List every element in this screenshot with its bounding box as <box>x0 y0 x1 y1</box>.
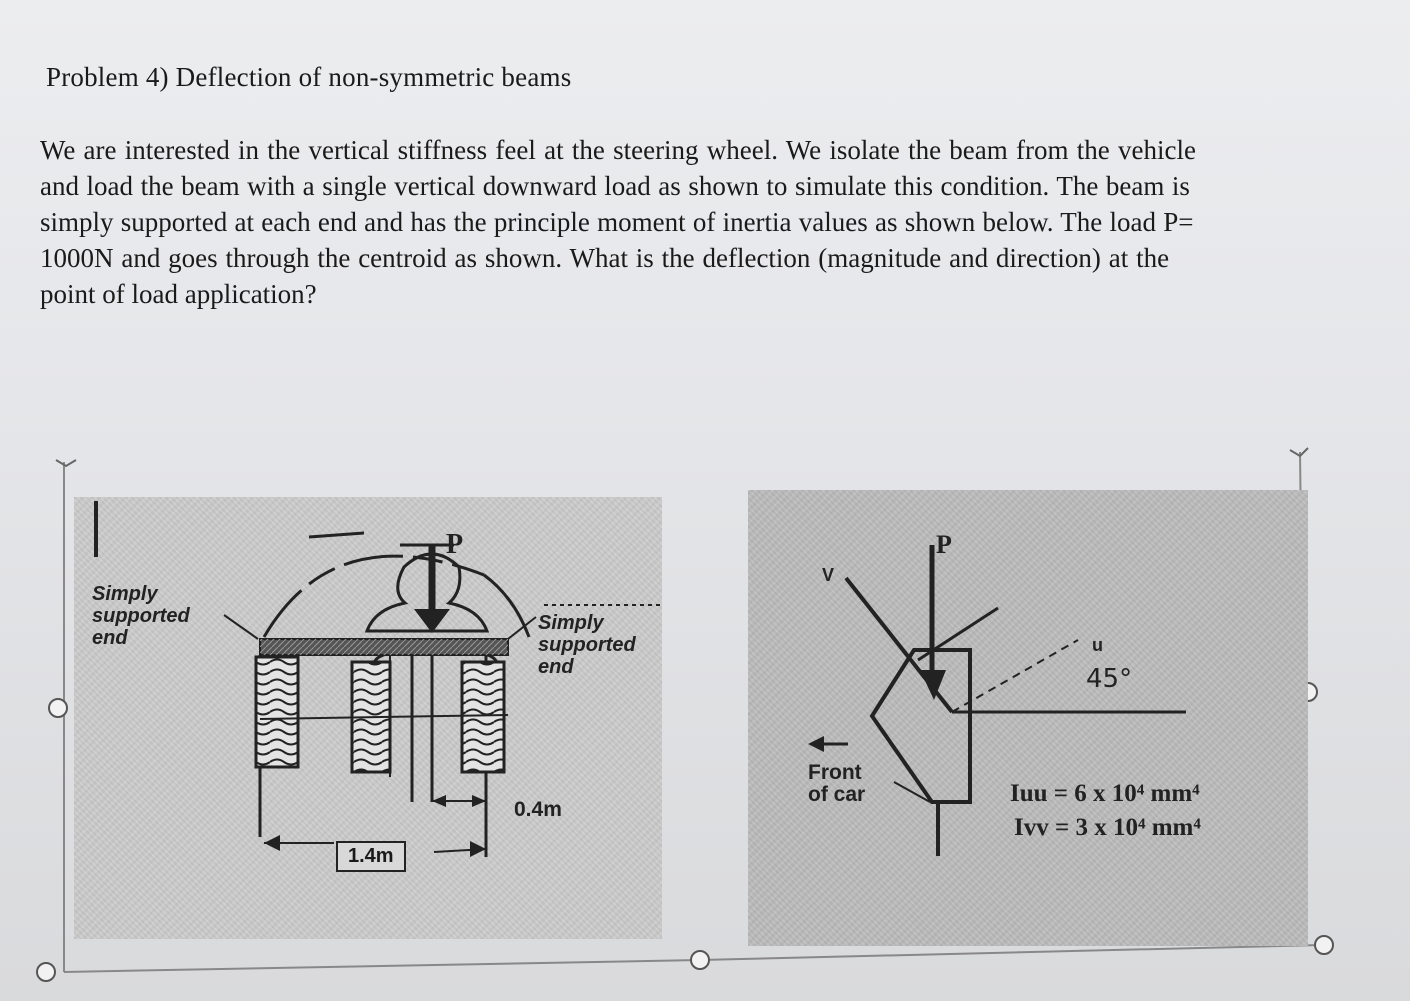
resize-handle[interactable] <box>49 699 67 717</box>
problem-statement <box>40 132 1380 312</box>
statement-line: point of load application? <box>40 279 317 309</box>
front-of-car-label: Front of car <box>808 761 866 806</box>
ivv-value: Ivv = 3 x 10⁴ mm⁴ <box>1014 814 1201 841</box>
resize-handle[interactable] <box>37 963 55 981</box>
iuu-value: Iuu = 6 x 10⁴ mm⁴ <box>1010 780 1200 807</box>
statement-line: simply supported at each end and has the principle moment of inertia values as shown below. The load P= <box>40 207 1194 237</box>
problem-heading: Problem 4) Deflection of non-symmetric beams <box>46 62 572 92</box>
statement-line: and load the beam with a single vertical downward load as shown to simulate this condition. The beam is <box>40 171 1190 201</box>
statement-line: 1000N and goes through the centroid as shown. What is the deflection (magnitude and direction) at the <box>40 243 1170 273</box>
v-axis-label: V <box>822 565 835 585</box>
load-label-p: P <box>446 529 464 560</box>
statement-line: We are interested in the vertical stiffness feel at the steering wheel. We isolate the beam from the vehicle <box>40 135 1196 165</box>
angle-label: 45° <box>1086 664 1133 694</box>
right-support-label: Simply supported end <box>538 612 636 678</box>
dimension-1-4m: 1.4m <box>336 841 406 872</box>
beam-section-figure <box>748 490 1308 946</box>
section-diagram <box>748 490 1308 946</box>
resize-handle[interactable] <box>691 951 709 969</box>
resize-handle[interactable] <box>1315 936 1333 954</box>
beam-front-view-figure <box>74 497 662 939</box>
beam-diagram <box>74 497 662 939</box>
u-axis-label: u <box>1092 635 1103 655</box>
left-support-label: Simply supported end <box>92 583 190 649</box>
dimension-0-4m: 0.4m <box>514 798 562 821</box>
load-label-p: P <box>936 530 952 559</box>
